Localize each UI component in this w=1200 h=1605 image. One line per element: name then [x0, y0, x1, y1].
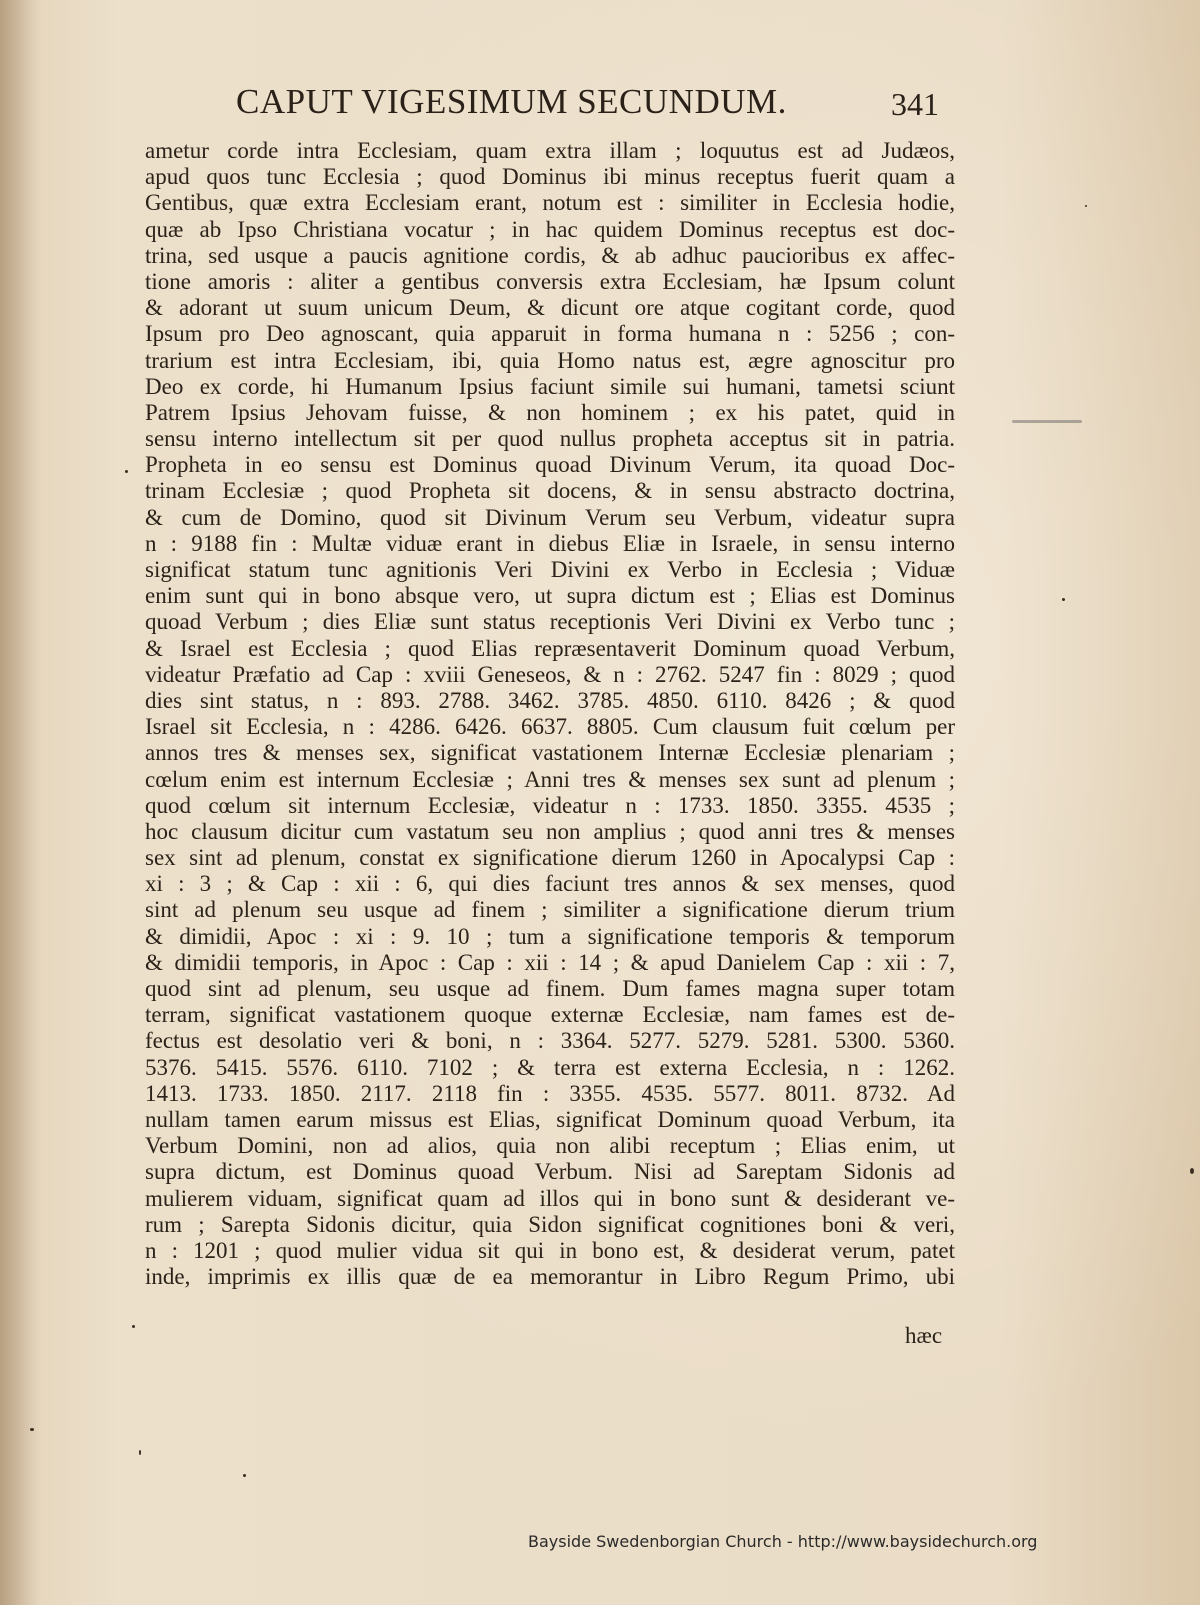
text-line: dies sint status, n : 893. 2788. 3462. 3785. 4850. 6110. 8426 ; & quod	[145, 687, 955, 713]
text-line: Propheta in eo sensu est Dominus quoad Divinum Verum, ita quoad Doc-	[145, 452, 955, 478]
text-line: & dimidii, Apoc : xi : 9. 10 ; tum a significatione temporis & temporum	[145, 923, 955, 949]
text-line: trina, sed usque a paucis agnitione cordis, & ab adhuc paucioribus ex affec-	[145, 242, 955, 268]
text-line: quoad Verbum ; dies Eliæ sunt status receptionis Veri Divini ex Verbo tunc ;	[145, 609, 955, 635]
text-line: videatur Præfatio ad Cap : xviii Geneseos, & n : 2762. 5247 fin : 8029 ; quod	[145, 661, 955, 687]
paper-speck	[1085, 205, 1087, 207]
text-line: tione amoris : aliter a gentibus conversis extra Ecclesiam, hæ Ipsum colunt	[145, 268, 955, 294]
catchword: hæc	[905, 1323, 943, 1348]
text-line: trarium est intra Ecclesiam, ibi, quia Homo natus est, ægre agnoscitur pro	[145, 347, 955, 373]
text-line: cœlum enim est internum Ecclesiæ ; Anni tres & menses sex sunt ad plenum ;	[145, 766, 955, 792]
running-title: CAPUT VIGESIMUM SECUNDUM.	[236, 82, 787, 121]
text-line: enim sunt qui in bono absque vero, ut supra dictum est ; Elias est Dominus	[145, 583, 955, 609]
text-line: sint ad plenum seu usque ad finem ; similiter a significatione dierum trium	[145, 897, 955, 923]
page-header	[236, 82, 956, 132]
text-line: sensu interno intellectum sit per quod nullus propheta acceptus sit in patria.	[145, 426, 955, 452]
text-line: 1413. 1733. 1850. 2117. 2118 fin : 3355. 4535. 5577. 8011. 8732. Ad	[145, 1080, 955, 1106]
footer-credit: Bayside Swedenborgian Church - http://www.baysidechurch.org	[528, 1532, 1038, 1551]
text-line: quæ ab Ipso Christiana vocatur ; in hac quidem Dominus receptus est doc-	[145, 216, 955, 242]
text-line: sex sint ad plenum, constat ex significatione dierum 1260 in Apocalypsi Cap :	[145, 845, 955, 871]
text-line: hoc clausum dicitur cum vastatum seu non amplius ; quod anni tres & menses	[145, 818, 955, 844]
text-line: trinam Ecclesiæ ; quod Propheta sit docens, & in sensu abstracto doctrina,	[145, 478, 955, 504]
text-line: & adorant ut suum unicum Deum, & dicunt ore atque cogitant corde, quod	[145, 295, 955, 321]
paper-speck	[30, 1428, 34, 1431]
paper-speck	[1062, 598, 1065, 601]
paper-speck	[139, 1450, 141, 1455]
text-line: apud quos tunc Ecclesia ; quod Dominus ibi minus receptus fuerit quam a	[145, 164, 955, 190]
page-number: 341	[891, 86, 939, 122]
text-line: quod sint ad plenum, seu usque ad finem. Dum fames magna super totam	[145, 976, 955, 1001]
text-line: Patrem Ipsius Jehovam fuisse, & non hominem ; ex his patet, quid in	[145, 399, 955, 425]
text-line: xi : 3 ; & Cap : xii : 6, qui dies faciunt tres annos & sex menses, quod	[145, 871, 955, 897]
text-line: Gentibus, quæ extra Ecclesiam erant, notum est : similiter in Ecclesia hodie,	[145, 190, 955, 216]
text-line: n : 9188 fin : Multæ viduæ erant in diebus Eliæ in Israele, in sensu interno	[145, 530, 955, 556]
text-line: & cum de Domino, quod sit Divinum Verum seu Verbum, videatur supra	[145, 504, 955, 530]
paper-speck	[132, 1325, 135, 1328]
text-line: n : 1201 ; quod mulier vidua sit qui in bono est, & desiderat verum, patet	[145, 1237, 955, 1263]
text-line: quod cœlum sit internum Ecclesiæ, videatur n : 1733. 1850. 3355. 4535 ;	[145, 792, 955, 818]
text-line: mulierem viduam, significat quam ad illos qui in bono sunt & desiderant ve-	[145, 1185, 955, 1211]
text-line: Deo ex corde, hi Humanum Ipsius faciunt simile sui humani, tametsi sciunt	[145, 373, 955, 399]
text-line: terram, significat vastationem quoque externæ Ecclesiæ, nam fames est de-	[145, 1002, 955, 1028]
text-line: inde, imprimis ex illis quæ de ea memorantur in Libro Regum Primo, ubi	[145, 1264, 955, 1290]
paper-speck	[1190, 1168, 1194, 1174]
text-line: & Israel est Ecclesia ; quod Elias repræsentaverit Dominum quoad Verbum,	[145, 635, 955, 661]
text-line: nullam tamen earum missus est Elias, significat Dominum quoad Verbum, ita	[145, 1106, 955, 1132]
body-text	[145, 138, 955, 1316]
text-line: fectus est desolatio veri & boni, n : 3364. 5277. 5279. 5281. 5300. 5360.	[145, 1028, 955, 1054]
text-line: supra dictum, est Dominus quoad Verbum. Nisi ad Sareptam Sidonis ad	[145, 1159, 955, 1185]
text-line: Ipsum pro Deo agnoscant, quia apparuit in forma humana n : 5256 ; con-	[145, 321, 955, 347]
text-line: annos tres & menses sex, significat vastationem Internæ Ecclesiæ plenariam ;	[145, 740, 955, 766]
paper-speck	[125, 470, 128, 473]
text-line: significat statum tunc agnitionis Veri Divini ex Verbo in Ecclesia ; Viduæ	[145, 557, 955, 582]
text-line: 5376. 5415. 5576. 6110. 7102 ; & terra est externa Ecclesia, n : 1262.	[145, 1054, 955, 1080]
paper-speck	[243, 1474, 246, 1477]
text-line: Verbum Domini, non ad alios, quia non alibi receptum ; Elias enim, ut	[145, 1133, 955, 1159]
text-line	[145, 1290, 955, 1316]
text-line: ametur corde intra Ecclesiam, quam extra illam ; loquutus est ad Judæos,	[145, 138, 955, 163]
spine-shadow	[0, 0, 40, 1605]
text-line: Israel sit Ecclesia, n : 4286. 6426. 6637. 8805. Cum clausum fuit cœlum per	[145, 714, 955, 740]
text-line: rum ; Sarepta Sidonis dicitur, quia Sidon significat cognitiones boni & veri,	[145, 1211, 955, 1237]
paper-smudge	[1012, 420, 1082, 423]
text-line: & dimidii temporis, in Apoc : Cap : xii : 14 ; & apud Danielem Cap : xii : 7,	[145, 949, 955, 975]
